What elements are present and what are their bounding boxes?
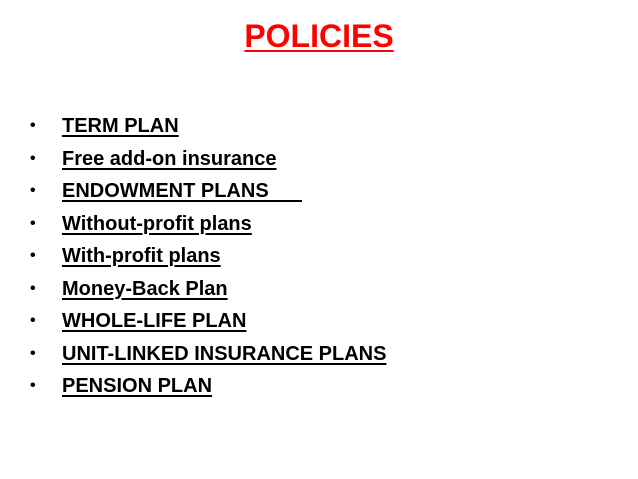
bullet-icon: • [30,312,36,329]
bullet-label: WHOLE-LIFE PLAN [62,310,247,332]
bullet-icon: • [30,247,36,264]
bullet-icon: • [30,214,36,232]
bullet-label: UNIT-LINKED INSURANCE PLANS [62,342,387,365]
bullet-label: PENSION PLAN [62,375,213,397]
slide-title: POLICIES [244,18,394,54]
bullet-icon: • [30,182,36,199]
bullet-label: ENDOWMENT PLANS [62,180,302,202]
bullet-label: Free add-on insurance [62,147,277,170]
bullet-icon: • [30,377,36,394]
bullet-label: Money-Back Plan [62,277,228,300]
bullet-label: Without-profit plans [62,212,252,235]
bullet-icon: • [30,279,36,297]
bullet-icon: • [30,117,36,134]
bullet-icon: • [30,344,36,362]
bullet-label: With-profit plans [62,245,221,267]
bullet-icon: • [30,149,36,167]
bullet-label: TERM PLAN [62,115,179,137]
